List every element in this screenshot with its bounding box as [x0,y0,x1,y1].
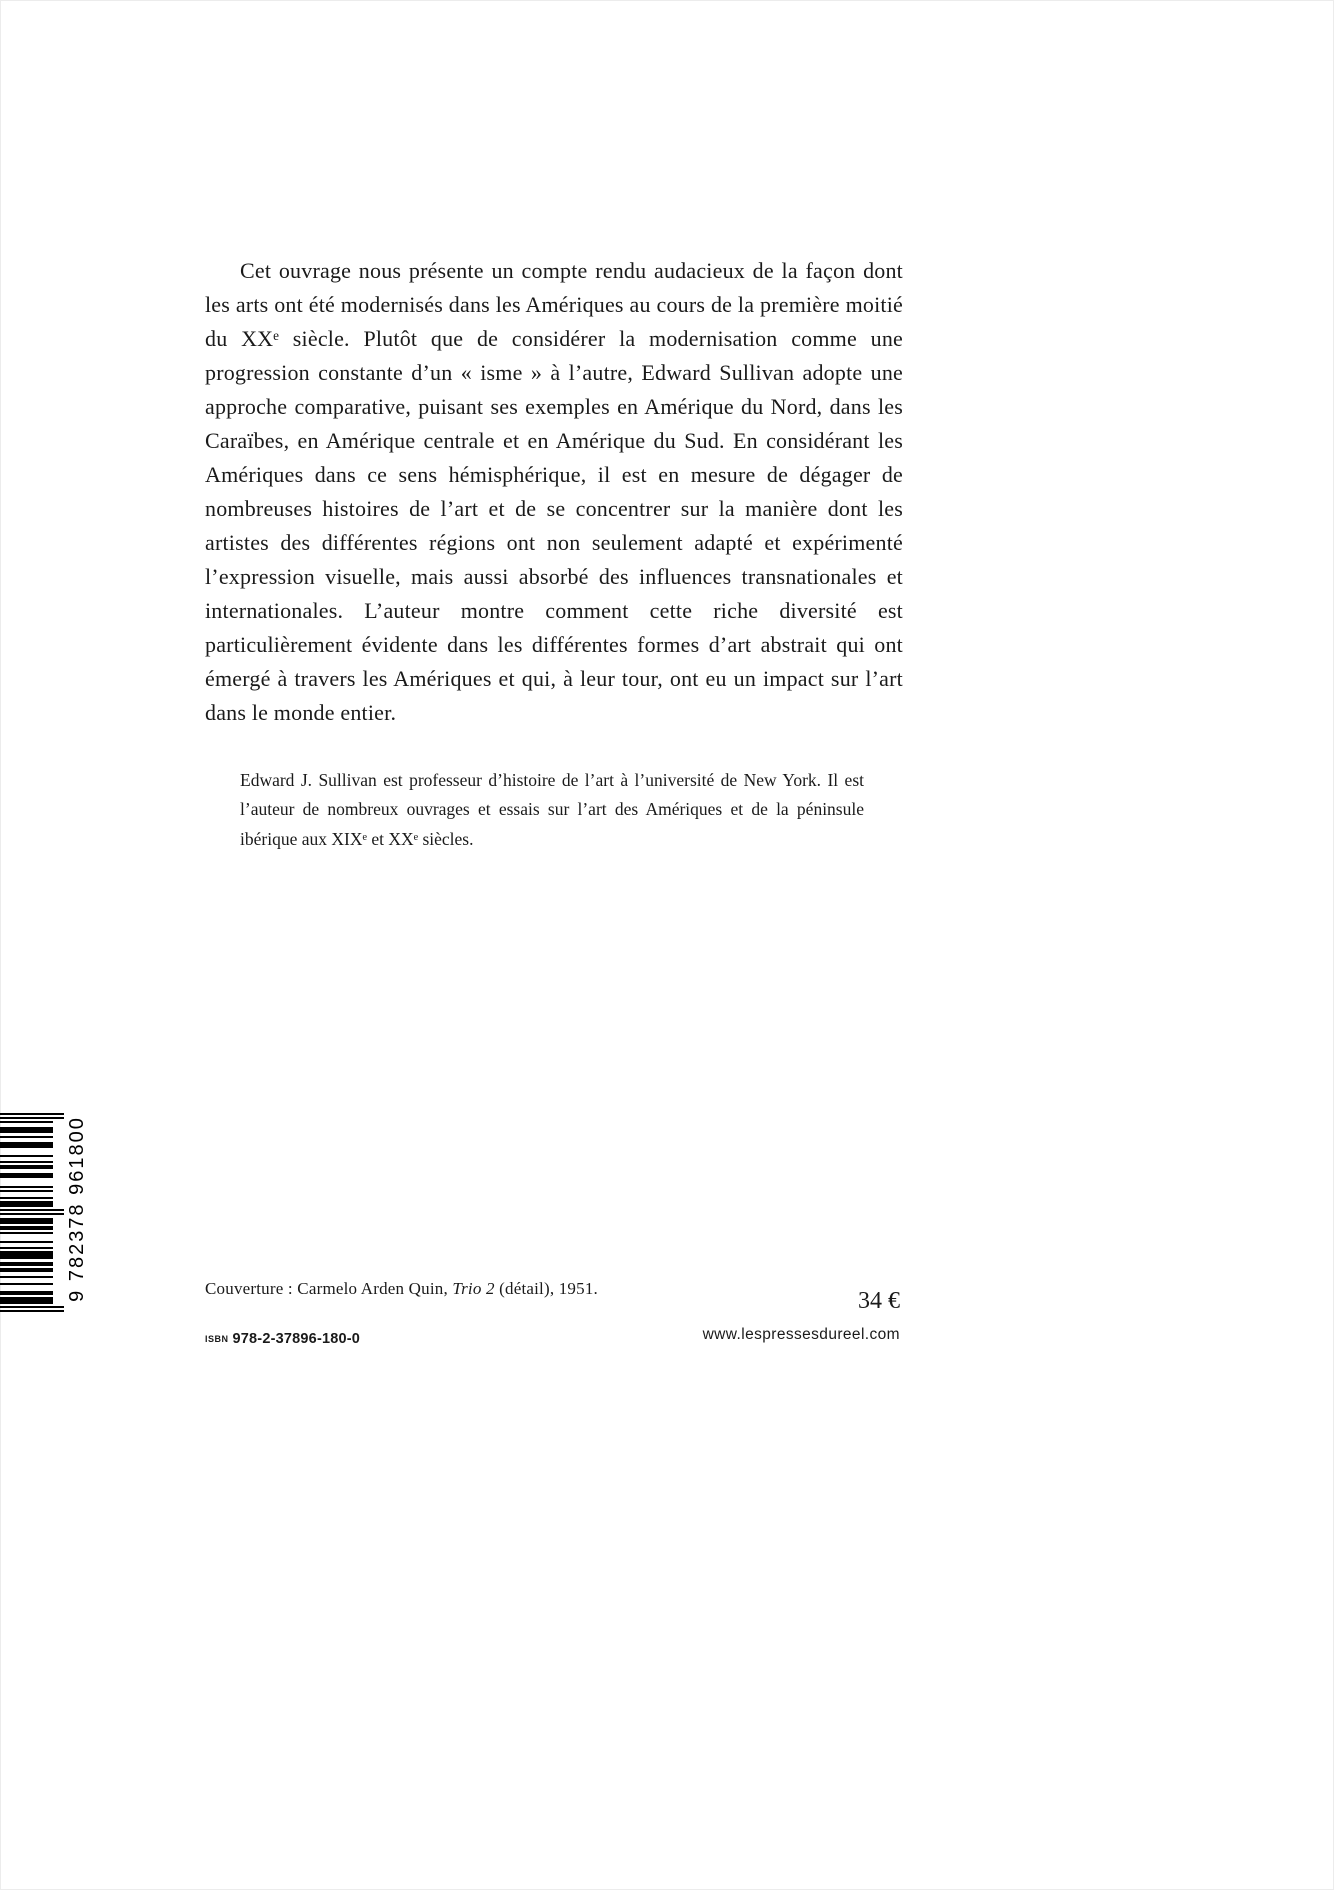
barcode-bar [0,1201,53,1207]
author-bio: Edward J. Sullivan est professeur d’histoire de l’art à l’université de New York. Il est l’auteur de nombreux ouvrages et essais sur l’art des Amériques et de la péninsule ibérique aux XIXᵉ et XXᵉ siècles. [240,769,864,849]
barcode-bar [0,1155,53,1157]
barcode-bar [0,1165,53,1169]
barcode [0,1106,90,1312]
barcode-bar [0,1197,53,1199]
barcode-bar [0,1209,64,1211]
barcode-bar [0,1262,53,1266]
barcode-rotated-inner [0,1106,90,1312]
isbn-label: ISBN [205,1334,229,1344]
barcode-bar [0,1113,64,1115]
barcode-bar [0,1310,64,1312]
barcode-number: 9 782378 961800 [66,1116,88,1302]
barcode-bar [0,1276,53,1278]
barcode-bar [0,1161,53,1163]
barcode-bar [0,1190,53,1192]
barcode-bar [0,1232,53,1234]
barcode-bar [0,1297,53,1303]
barcode-bar [0,1136,53,1138]
barcode-bar [0,1291,53,1295]
barcode-bar [0,1213,64,1215]
cover-credit-prefix: Couverture : Carmelo Arden Quin, [205,1279,453,1298]
isbn [205,1330,360,1348]
barcode-bar [0,1127,53,1133]
cover-credit-suffix: (détail), 1951. [494,1279,598,1298]
barcode-bar [0,1241,53,1243]
barcode-bar [0,1173,53,1177]
barcode-bar [0,1117,64,1119]
barcode-bar [0,1247,53,1249]
barcode-bar [0,1283,53,1285]
website-url: www.lespressesdureel.com [702,1325,900,1343]
barcode-bar [0,1121,53,1123]
barcode-bar [0,1268,53,1272]
cover-credit-work-title: Trio 2 [452,1279,495,1298]
barcode-bar [0,1218,53,1224]
isbn-number: 978-2-37896-180-0 [232,1331,361,1347]
barcode-bar [0,1251,53,1259]
cover-credit [205,1279,598,1299]
barcode-bar [0,1142,53,1148]
barcode-bars [0,1106,64,1312]
barcode-bar [0,1186,53,1188]
barcode-bar [0,1306,64,1308]
synopsis-text: Cet ouvrage nous présente un compte rendu audacieux de la façon dont les arts ont été modernisés dans les Amériques au cours de la première moitié du XXᵉ siècle. Plutôt que de considérer la modernisation comme une progression constante d’un « isme » à l’autre, Edward Sullivan adopte une approche comparative, puisant ses exemples en Amérique du Nord, dans les Caraïbes, en Amérique centrale et en Amérique du Sud. En considérant les Amériques dans ce sens hémisphérique, il est en mesure de dégager de nombreuses histoires de l’art et de se concentrer sur la manière dont les artistes des différentes régions ont non seulement adapté et expérimenté l’expression visuelle, mais aussi absorbé des influences transnationales et internationales. L’auteur montre comment cette riche diversité est particulièrement évidente dans les différentes formes d’art abstrait qui ont émergé à travers les Amériques et qui, à leur tour, ont eu un impact sur l’art dans le monde entier. [205,258,903,725]
barcode-bar [0,1226,53,1230]
price: 34 € [858,1288,900,1314]
